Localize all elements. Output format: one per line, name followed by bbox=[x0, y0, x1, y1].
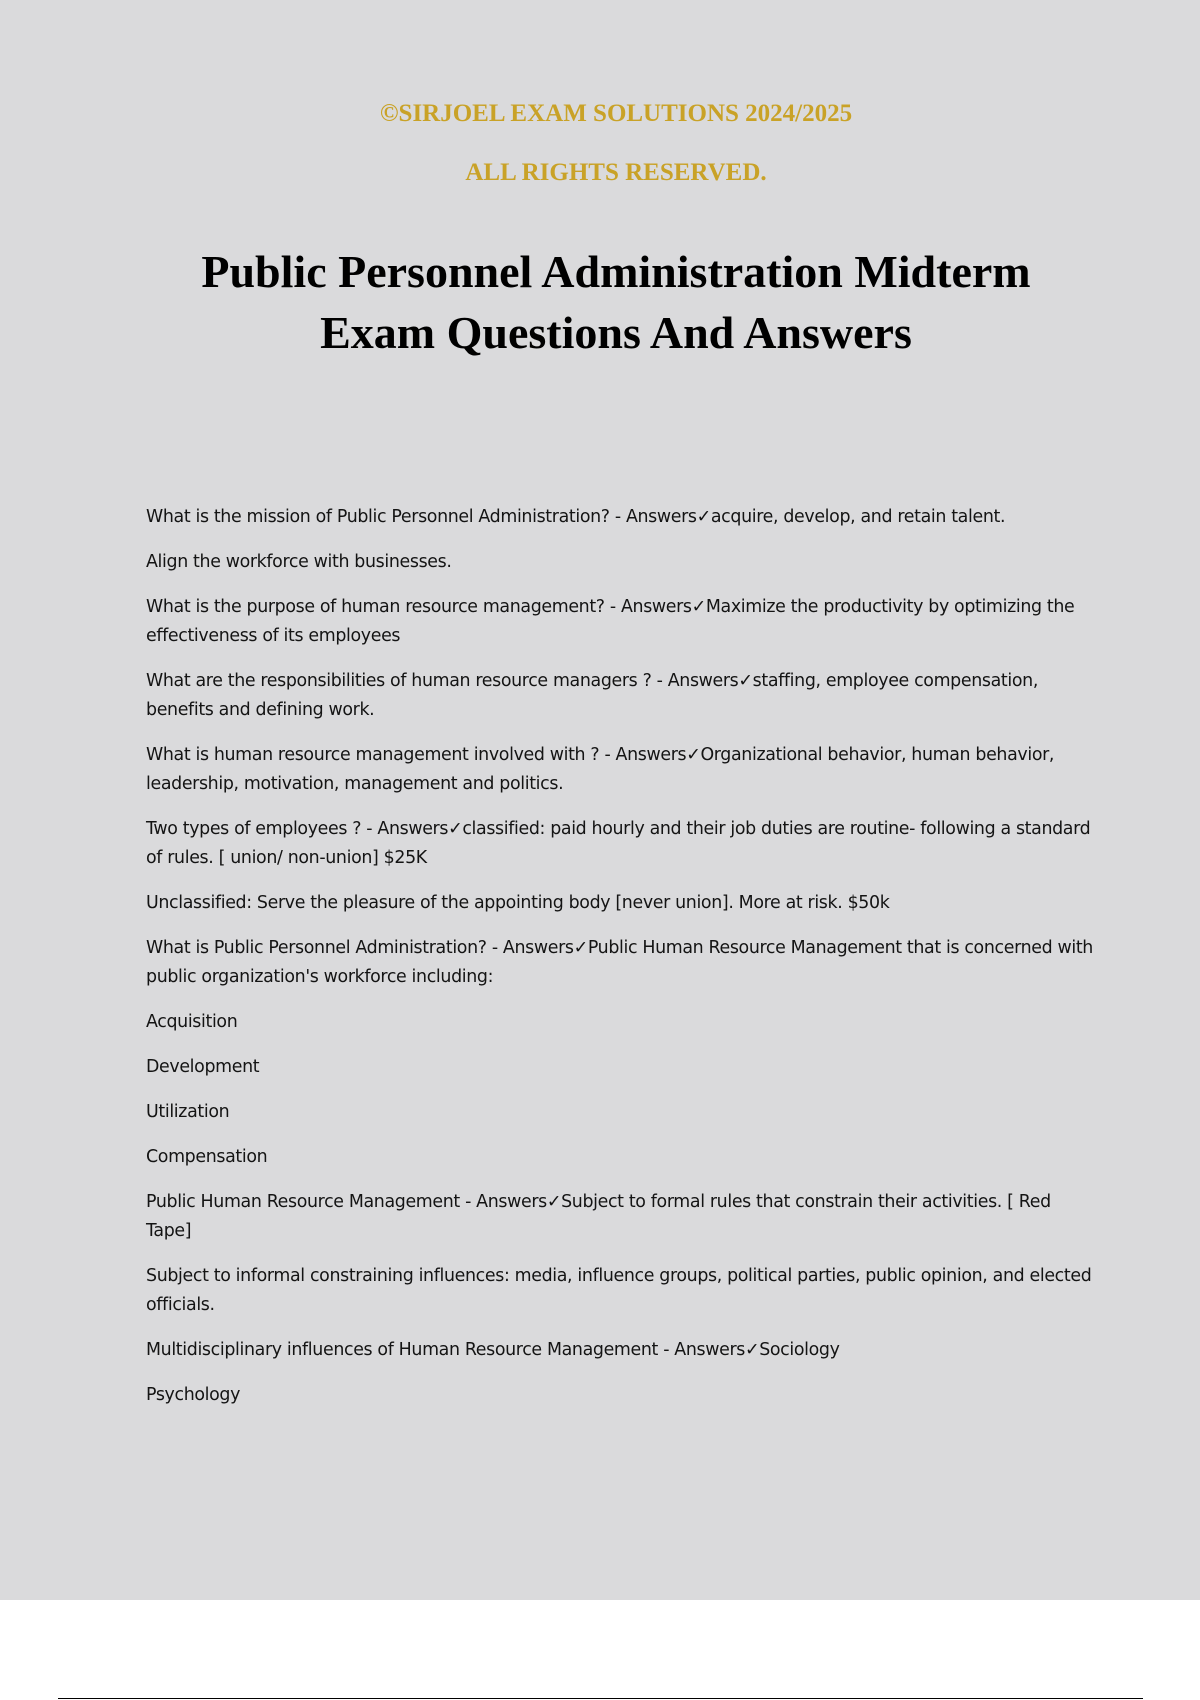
answer-separator: - Answers bbox=[609, 507, 697, 527]
question-text: What is the mission of Public Personnel Administration? bbox=[146, 507, 610, 527]
check-mark-icon: ✓ bbox=[448, 819, 463, 839]
check-mark-icon: ✓ bbox=[738, 671, 753, 691]
check-mark-icon: ✓ bbox=[744, 1340, 760, 1360]
answer-separator: - Answers bbox=[459, 1192, 547, 1212]
footer-divider bbox=[58, 1698, 1143, 1699]
text-line: Unclassified: Serve the pleasure of the appointing body [never union]. More at risk. $50k bbox=[146, 893, 890, 913]
answer-separator: - Answers bbox=[658, 1340, 745, 1360]
qa-item bbox=[146, 667, 1096, 725]
answer-text: Sociology bbox=[759, 1340, 840, 1360]
text-line: Psychology bbox=[146, 1385, 241, 1405]
answer-text: Public Human Resource Management that is concerned with public organization's workforce including: bbox=[146, 938, 1093, 987]
answer-separator: - Answers bbox=[599, 745, 687, 765]
answer-text: staffing, employee compensation, benefits and defining work. bbox=[146, 671, 1038, 720]
qa-item bbox=[146, 815, 1096, 873]
answer-separator: - Answers bbox=[361, 819, 449, 839]
copyright-line-2: ALL RIGHTS RESERVED. bbox=[465, 159, 767, 186]
check-mark-icon: ✓ bbox=[573, 938, 588, 958]
qa-item bbox=[146, 1188, 1096, 1246]
document-title bbox=[0, 241, 1200, 363]
copyright-line-1: ©SIRJOEL EXAM SOLUTIONS 2024/2025 bbox=[379, 100, 853, 127]
qa-item bbox=[146, 934, 1096, 992]
question-text: What is Public Personnel Administration? bbox=[146, 938, 487, 958]
question-text: What is human resource management involved with ? bbox=[146, 745, 600, 765]
answer-text: classified: paid hourly and their job duties are routine- following a standard of rules. [ union/ non-union] $25K bbox=[146, 819, 1091, 868]
text-line: Development bbox=[146, 1057, 260, 1077]
document-title-line-2: Exam Questions And Answers bbox=[320, 307, 912, 358]
answer-separator: - Answers bbox=[486, 938, 574, 958]
question-text: Multidisciplinary influences of Human Resource Management bbox=[146, 1340, 659, 1360]
answer-separator: - Answers bbox=[651, 671, 739, 691]
qa-item bbox=[146, 593, 1096, 651]
question-text: Two types of employees ? bbox=[146, 819, 362, 839]
answer-text: Organizational behavior, human behavior, leadership, motivation, management and politics. bbox=[146, 745, 1055, 794]
question-text: What are the responsibilities of human resource managers ? bbox=[146, 671, 652, 691]
text-line: Align the workforce with businesses. bbox=[146, 552, 452, 572]
text-line: Utilization bbox=[146, 1102, 230, 1122]
check-mark-icon: ✓ bbox=[691, 597, 706, 617]
question-text: Public Human Resource Management bbox=[146, 1192, 460, 1212]
answer-text: acquire, develop, and retain talent. bbox=[710, 507, 1006, 527]
check-mark-icon: ✓ bbox=[546, 1192, 562, 1212]
qa-content bbox=[146, 503, 1096, 1426]
check-mark-icon: ✓ bbox=[686, 745, 701, 765]
answer-text: Subject to formal rules that constrain their activities. [ Red Tape] bbox=[146, 1192, 1051, 1241]
document-title-line-1: Public Personnel Administration Midterm bbox=[201, 246, 1031, 297]
check-mark-icon: ✓ bbox=[696, 507, 711, 527]
qa-item bbox=[146, 1336, 1096, 1365]
text-line: Subject to informal constraining influences: media, influence groups, political parties, public opinion, and elected officials. bbox=[146, 1266, 1092, 1315]
text-line: Acquisition bbox=[146, 1012, 238, 1032]
qa-item bbox=[146, 741, 1096, 799]
answer-text: Maximize the productivity by optimizing the effectiveness of its employees bbox=[146, 597, 1075, 646]
qa-item bbox=[146, 503, 1096, 532]
text-line: Compensation bbox=[146, 1147, 268, 1167]
question-text: What is the purpose of human resource management? bbox=[146, 597, 605, 617]
answer-separator: - Answers bbox=[604, 597, 692, 617]
